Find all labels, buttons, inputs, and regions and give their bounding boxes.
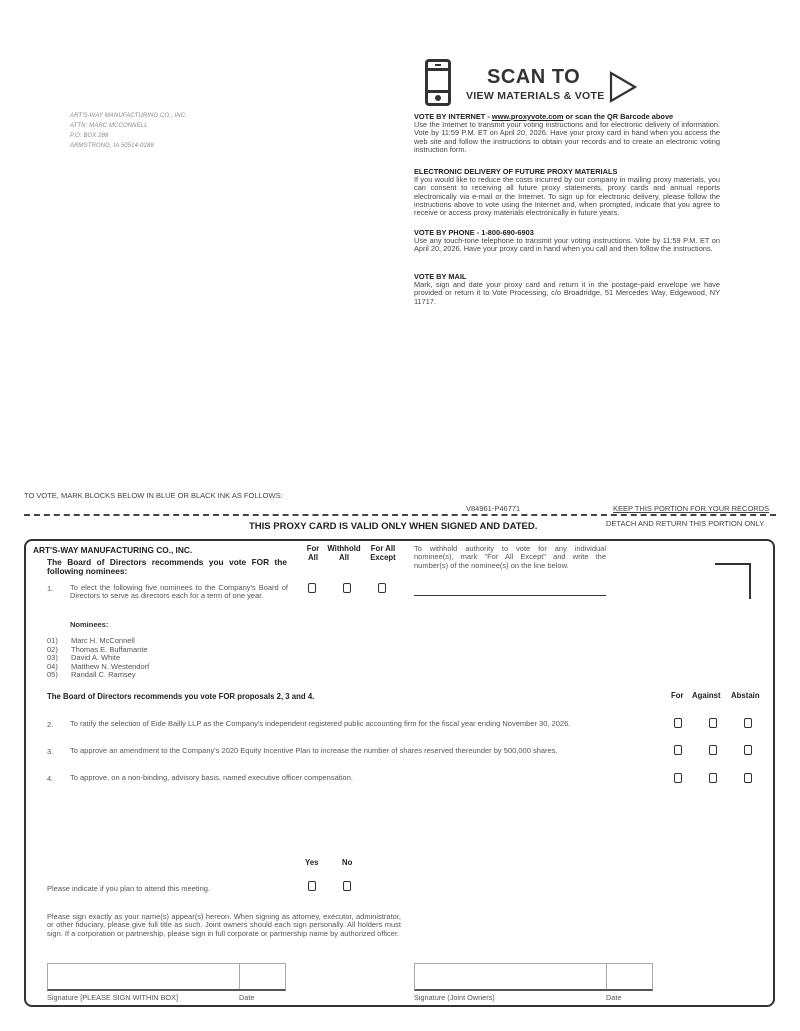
proposal-3-text: To approve an amendment to the Company's 2020 Equity Incentive Plan to increase the number of shares reserved thereunder by 500,000 shares. [70,746,558,755]
col-no: No [342,858,353,867]
proposal-3-against-checkbox[interactable] [709,745,717,755]
electronic-delivery-instructions [414,168,720,217]
col-yes: Yes [305,858,319,867]
col-abstain: Abstain [731,691,760,700]
scan-title: SCAN TO [487,66,581,88]
proposal-number: 1. [47,584,54,593]
signature-box[interactable] [47,963,286,991]
nominee-item: 03) David A. White [47,653,121,662]
proposal-3-abstain-checkbox[interactable] [744,745,752,755]
mail-heading: VOTE BY MAIL [414,272,467,281]
col-for-all-except: For All Except [370,544,396,562]
ink-instruction: TO VOTE, MARK BLOCKS BELOW IN BLUE OR BLACK INK AS FOLLOWS: [24,491,283,500]
tear-line [24,514,776,516]
for-all-checkbox[interactable] [308,583,316,593]
keep-portion-label: KEEP THIS PORTION FOR YOUR RECORDS [613,504,770,513]
registration-corner-mark [715,563,751,599]
withhold-instructions: To withhold authority to vote for any individual nominee(s), mark "For All Except" and write the number(s) of the nominee(s) on the line below. [414,544,606,570]
company-name: ART'S-WAY MANUFACTURING CO., INC. [33,545,193,555]
signing-instructions: Please sign exactly as your name(s) appear(s) hereon. When signing as attorney, executor, administrator, or other fiduciary, please give full title as such. Joint owners should each sign personally. All holders must sign. If a corporation or partnership, please sign in full corporate or partnership name by authorized officer. [47,912,401,938]
internet-body: Use the Internet to transmit your voting instructions and for electronic delivery of information. Vote by 11:59 P.M. ET on April 20, 2026. Have your proxy card in hand when you access the web site and follow the instructions to obtain your records and to create an electronic voting instruction form. [414,120,720,154]
nominee-item: 02) Thomas E. Buffamante [47,644,148,654]
proposal-2-against-checkbox[interactable] [709,718,717,728]
withhold-all-checkbox[interactable] [343,583,351,593]
col-against: Against [692,691,721,700]
address-line: P.O. BOX 288 [70,133,109,139]
nominees-list [47,637,149,680]
col-for-all: For All [306,544,320,562]
mail-body: Mark, sign and date your proxy card and return it in the postage-paid envelope we have provided or return it to Vote Processing, c/o Broadridge, 51 Mercedes Way, Edgewood, NY 11717. [414,280,720,306]
proposal-1-text: To elect the following five nominees to the Company's Board of Directors to serve as directors each for a term of one year. [70,583,288,601]
electronic-heading: ELECTRONIC DELIVERY OF FUTURE PROXY MATERIALS [414,167,618,176]
phone-heading: VOTE BY PHONE - 1-800-690-6903 [414,228,534,237]
board-recommendation-proposals: The Board of Directors recommends you vote FOR proposals 2, 3 and 4. [47,692,315,701]
return-address [70,111,187,151]
mail-instructions [414,273,720,306]
date-box[interactable] [239,964,240,989]
internet-instructions [414,113,720,154]
proposal-3-for-checkbox[interactable] [674,745,682,755]
proposal-number: 3. [47,747,54,756]
phone-instructions [414,229,720,254]
joint-date-label: Date [606,993,622,1002]
nominee-item: 01) Marc H. McConnell [47,636,135,645]
phone-body: Use any touch-tone telephone to transmit your voting instructions. Vote by 11:59 P.M. ET on April 20, 2026. Have your proxy card in hand when you call and then follow the instructions. [414,236,720,254]
detach-portion-label: DETACH AND RETURN THIS PORTION ONLY [606,519,765,528]
proposal-number: 4. [47,774,54,783]
nominees-heading: Nominees: [70,620,109,629]
play-arrow-icon [609,71,637,103]
scan-subtitle: VIEW MATERIALS & VOTE [466,90,605,102]
col-for: For [671,691,684,700]
nominee-item: 04) Matthew N. Westendorf [47,661,150,671]
proposal-2-for-checkbox[interactable] [674,718,682,728]
proposal-4-text: To approve, on a non-binding, advisory basis, named executive officer compensation. [70,773,353,782]
proposal-4-for-checkbox[interactable] [674,773,682,783]
proposal-2-abstain-checkbox[interactable] [744,718,752,728]
board-recommendation-nominees: The Board of Directors recommends you vote FOR the following nominees: [47,557,287,576]
validity-notice: THIS PROXY CARD IS VALID ONLY WHEN SIGNED AND DATED. [249,521,538,532]
proposal-4-abstain-checkbox[interactable] [744,773,752,783]
col-withhold-all: Withhold All [327,544,361,562]
address-line: ARMSTRONG, IA 50514-0288 [70,143,154,149]
joint-date-box[interactable] [606,964,607,989]
signature-label: Signature [PLEASE SIGN WITHIN BOX] [47,993,178,1002]
proxyvote-link[interactable]: www.proxyvote.com [491,112,564,121]
phone-icon [425,59,451,106]
attend-meeting-label: Please indicate if you plan to attend this meeting. [47,884,211,893]
date-label: Date [239,993,255,1002]
electronic-body: If you would like to reduce the costs incurred by our company in mailing proxy materials, you can consent to receiving all future proxy statements, proxy cards and annual reports electronically via e-mail or the Internet. To sign up for electronic delivery, please follow the instructions above to vote using the Internet and, when prompted, indicate that you agree to receive or access proxy materials electronically in future years. [414,175,720,218]
for-all-except-checkbox[interactable] [378,583,386,593]
control-number: V84961-P46771 [466,504,521,513]
joint-signature-box[interactable] [414,963,653,991]
internet-heading: VOTE BY INTERNET - www.proxyvote.com or scan the QR Barcode above [414,112,674,121]
attend-no-checkbox[interactable] [343,881,351,891]
proposal-number: 2. [47,720,54,729]
joint-signature-label: Signature (Joint Owners) [414,993,495,1002]
address-line: ATTN: MARC MCCONNELL [70,123,148,129]
proposal-2-text: To ratify the selection of Eide Bailly LLP as the Company's independent registered public accounting firm for the fiscal year ending November 30, 2026. [70,719,571,728]
address-line: ART'S-WAY MANUFACTURING CO., INC. [70,113,187,119]
nominee-item: 05) Randall C. Ramsey [47,670,136,679]
except-nominee-input-line[interactable] [414,595,606,596]
proposal-4-against-checkbox[interactable] [709,773,717,783]
attend-yes-checkbox[interactable] [308,881,316,891]
